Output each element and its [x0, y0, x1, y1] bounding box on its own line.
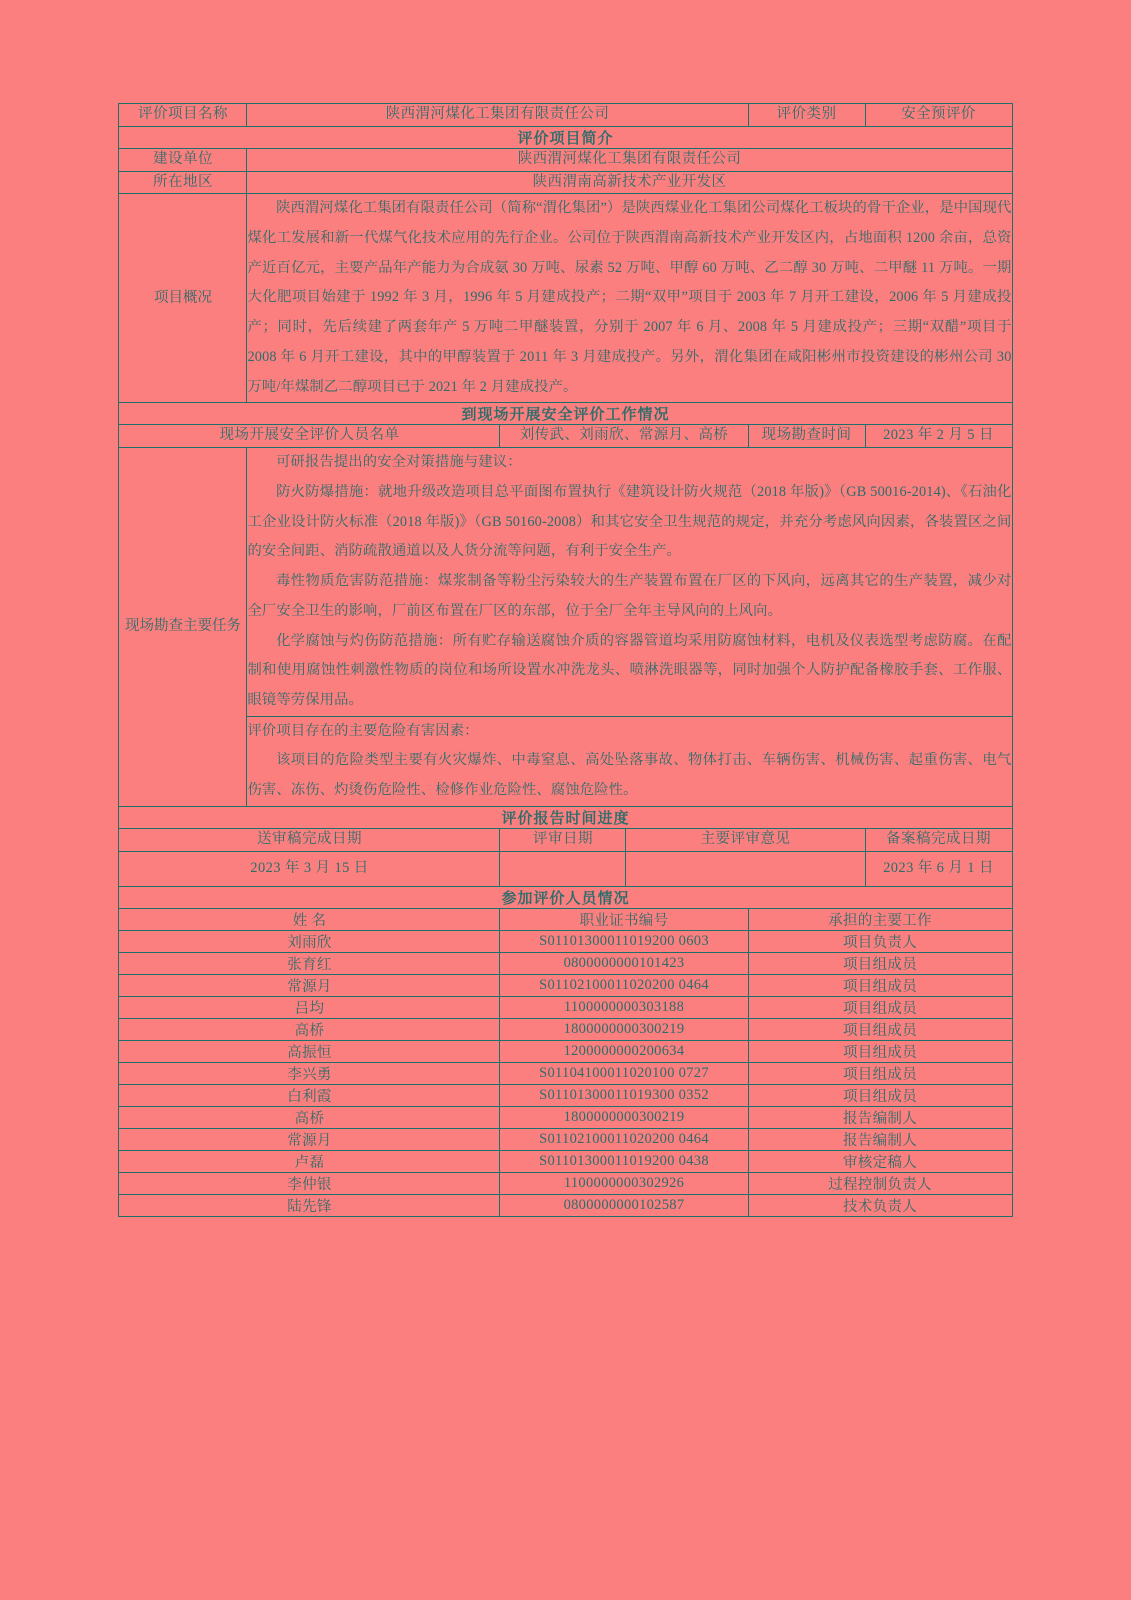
personnel-header-cert: 职业证书编号 [500, 908, 748, 930]
personnel-role: 项目组成员 [748, 1084, 1012, 1106]
personnel-cert: 0800000000101423 [500, 952, 748, 974]
personnel-cert: S01101300011019200 0603 [500, 930, 748, 952]
table-row-overview [119, 194, 1012, 403]
table-row-schedule-headers [119, 828, 1012, 851]
personnel-name: 刘雨欣 [119, 930, 500, 952]
table-row [119, 1172, 1012, 1194]
personnel-role: 报告编制人 [748, 1128, 1012, 1150]
table-row [119, 952, 1012, 974]
section-title-intro: 评价项目简介 [119, 126, 1012, 148]
section-title-schedule: 评价报告时间进度 [119, 806, 1012, 828]
personnel-role: 项目组成员 [748, 974, 1012, 996]
personnel-cert: S01104100011020100 0727 [500, 1062, 748, 1084]
personnel-cert: 1800000000300219 [500, 1106, 748, 1128]
survey-time-value: 2023 年 2 月 5 日 [865, 425, 1012, 448]
evaluation-category-value: 安全预评价 [865, 104, 1012, 127]
personnel-cert: S01102100011020200 0464 [500, 1128, 748, 1150]
table-row-build-unit [119, 148, 1012, 171]
personnel-name: 高桥 [119, 1018, 500, 1040]
personnel-name: 陆先锋 [119, 1194, 500, 1216]
schedule-value-3: 2023 年 6 月 1 日 [865, 851, 1012, 886]
overview-paragraph: 陕西渭河煤化工集团有限责任公司（简称“渭化集团”）是陕西煤业化工集团公司煤化工板块的骨干企业，是中国现代煤化工发展和新一代煤气化技术应用的先行企业。公司位于陕西渭南高新技术产业开发区内，占地面积 1200 余亩，总资产近百亿元，主要产品年产能力为合成氨 30 万吨、尿素 52 万吨、甲醇 60 万吨、乙二醇 30 万吨、二甲醚 11 万吨。一期大化肥项目始建于 1992 年 3 月，1996 年 5 月建成投产；二期“双甲”项目于 2003 年 7 月开工建设，2006 年 5 月建成投产；同时，先后续建了两套年产 5 万吨二甲醚装置，分别于 2007 年 6 月、2008 年 5 月建成投产；三期“双醋”项目于 2008 年 6 月开工建设，其中的甲醇装置于 2011 年 3 月建成投产。另外，渭化集团在咸阳彬州市投资建设的彬州公司 30 万吨/年煤制乙二醇项目已于 2021 年 2 月建成投产。 [247, 200, 1012, 395]
evaluation-summary-table [118, 103, 1012, 1217]
personnel-name: 高桥 [119, 1106, 500, 1128]
region-value: 陕西渭南高新技术产业开发区 [247, 171, 1012, 194]
personnel-name: 常源月 [119, 1128, 500, 1150]
personnel-name: 卢磊 [119, 1150, 500, 1172]
personnel-cert: 0800000000102587 [500, 1194, 748, 1216]
section-title-personnel: 参加评价人员情况 [119, 886, 1012, 908]
table-row-schedule-values [119, 851, 1012, 886]
table-row [119, 996, 1012, 1018]
task-paragraph-2: 毒性物质危害防范措施：煤浆制备等粉尘污染较大的生产装置布置在厂区的下风向，远离其它的生产装置，减少对全厂安全卫生的影响，厂前区布置在厂区的东部，位于全厂全年主导风向的上风向。 [247, 573, 1012, 619]
personnel-role: 项目组成员 [748, 1040, 1012, 1062]
table-row [119, 1128, 1012, 1150]
table-row-onsite-title [119, 403, 1012, 425]
personnel-header-row [119, 908, 1012, 930]
personnel-role: 项目组成员 [748, 996, 1012, 1018]
personnel-name: 吕均 [119, 996, 500, 1018]
personnel-role: 审核定稿人 [748, 1150, 1012, 1172]
schedule-value-1 [500, 851, 626, 886]
personnel-cert: S01101300011019200 0438 [500, 1150, 748, 1172]
overview-text-cell [247, 194, 1012, 403]
table-row [119, 1106, 1012, 1128]
onsite-personnel-label: 现场开展安全评价人员名单 [119, 425, 500, 448]
table-row [119, 1084, 1012, 1106]
personnel-name: 李兴勇 [119, 1062, 500, 1084]
personnel-role: 技术负责人 [748, 1194, 1012, 1216]
personnel-cert: 1800000000300219 [500, 1018, 748, 1040]
personnel-name: 张育红 [119, 952, 500, 974]
table-row-hazard-factors [119, 716, 1012, 806]
table-row-intro-title [119, 126, 1012, 148]
personnel-cert: 1100000000302926 [500, 1172, 748, 1194]
table-row-survey-task [119, 448, 1012, 717]
personnel-name: 白利霞 [119, 1084, 500, 1106]
project-name-label: 评价项目名称 [119, 104, 247, 127]
table-row [119, 1018, 1012, 1040]
schedule-header-0: 送审稿完成日期 [119, 828, 500, 851]
hazard-paragraph-0: 评价项目存在的主要危险有害因素： [247, 722, 479, 739]
table-row [119, 1150, 1012, 1172]
schedule-header-2: 主要评审意见 [626, 828, 865, 851]
table-row [119, 930, 1012, 952]
build-unit-value: 陕西渭河煤化工集团有限责任公司 [247, 148, 1012, 171]
table-row-onsite-personnel [119, 425, 1012, 448]
personnel-cert: S01101300011019300 0352 [500, 1084, 748, 1106]
task-paragraph-0: 可研报告提出的安全对策措施与建议： [276, 454, 522, 471]
build-unit-label: 建设单位 [119, 148, 247, 171]
personnel-header-name: 姓 名 [119, 908, 500, 930]
table-row [119, 1062, 1012, 1084]
personnel-name: 高振恒 [119, 1040, 500, 1062]
onsite-personnel-value: 刘传武、刘雨欣、常源月、高桥 [500, 425, 748, 448]
personnel-role: 项目组成员 [748, 1018, 1012, 1040]
schedule-value-2 [626, 851, 865, 886]
hazard-factors-cell [247, 716, 1012, 806]
personnel-role: 项目负责人 [748, 930, 1012, 952]
hazard-paragraph-1: 该项目的危险类型主要有火灾爆炸、中毒窒息、高处坠落事故、物体打击、车辆伤害、机械伤害、起重伤害、电气伤害、冻伤、灼烫伤危险性、检修作业危险性、腐蚀危险性。 [247, 752, 1012, 799]
schedule-header-1: 评审日期 [500, 828, 626, 851]
evaluation-category-label: 评价类别 [748, 104, 865, 127]
section-title-onsite: 到现场开展安全评价工作情况 [119, 403, 1012, 425]
personnel-role: 项目组成员 [748, 952, 1012, 974]
personnel-cert: 1200000000200634 [500, 1040, 748, 1062]
table-row [119, 1040, 1012, 1062]
survey-task-cell [247, 448, 1012, 717]
schedule-value-0: 2023 年 3 月 15 日 [119, 851, 500, 886]
personnel-cert: 1100000000303188 [500, 996, 748, 1018]
task-paragraph-1: 防火防爆措施：就地升级改造项目总平面图布置执行《建筑设计防火规范（2018 年版)》（GB 50016-2014)、《石油化工企业设计防火标准（2018 年版)》（GB 50160-2008）和其它安全卫生规范的规定，并充分考虑风向因素，各装置区之间的安全间距、消防疏散通道以及人货分流等问题，有利于安全生产。 [247, 483, 1012, 560]
region-label: 所在地区 [119, 171, 247, 194]
schedule-header-3: 备案稿完成日期 [865, 828, 1012, 851]
table-row-personnel-title [119, 886, 1012, 908]
personnel-header-role: 承担的主要工作 [748, 908, 1012, 930]
personnel-role: 报告编制人 [748, 1106, 1012, 1128]
personnel-name: 李仲银 [119, 1172, 500, 1194]
personnel-role: 过程控制负责人 [748, 1172, 1012, 1194]
personnel-cert: S01102100011020200 0464 [500, 974, 748, 996]
task-paragraph-3: 化学腐蚀与灼伤防范措施：所有贮存输送腐蚀介质的容器管道均采用防腐蚀材料，电机及仪表选型考虑防腐。在配制和使用腐蚀性刺激性物质的岗位和场所设置水冲洗龙头、喷淋洗眼器等，同时加强个人防护配备橡胶手套、工作服、眼镜等劳保用品。 [247, 632, 1012, 709]
survey-time-label: 现场勘查时间 [748, 425, 865, 448]
table-row-region [119, 171, 1012, 194]
table-row-project-name [119, 104, 1012, 127]
table-row [119, 974, 1012, 996]
overview-label: 项目概况 [119, 194, 247, 403]
personnel-role: 项目组成员 [748, 1062, 1012, 1084]
table-row-schedule-title [119, 806, 1012, 828]
personnel-name: 常源月 [119, 974, 500, 996]
project-name-value: 陕西渭河煤化工集团有限责任公司 [247, 104, 748, 127]
table-row [119, 1194, 1012, 1216]
survey-task-label: 现场勘查主要任务 [119, 448, 247, 807]
